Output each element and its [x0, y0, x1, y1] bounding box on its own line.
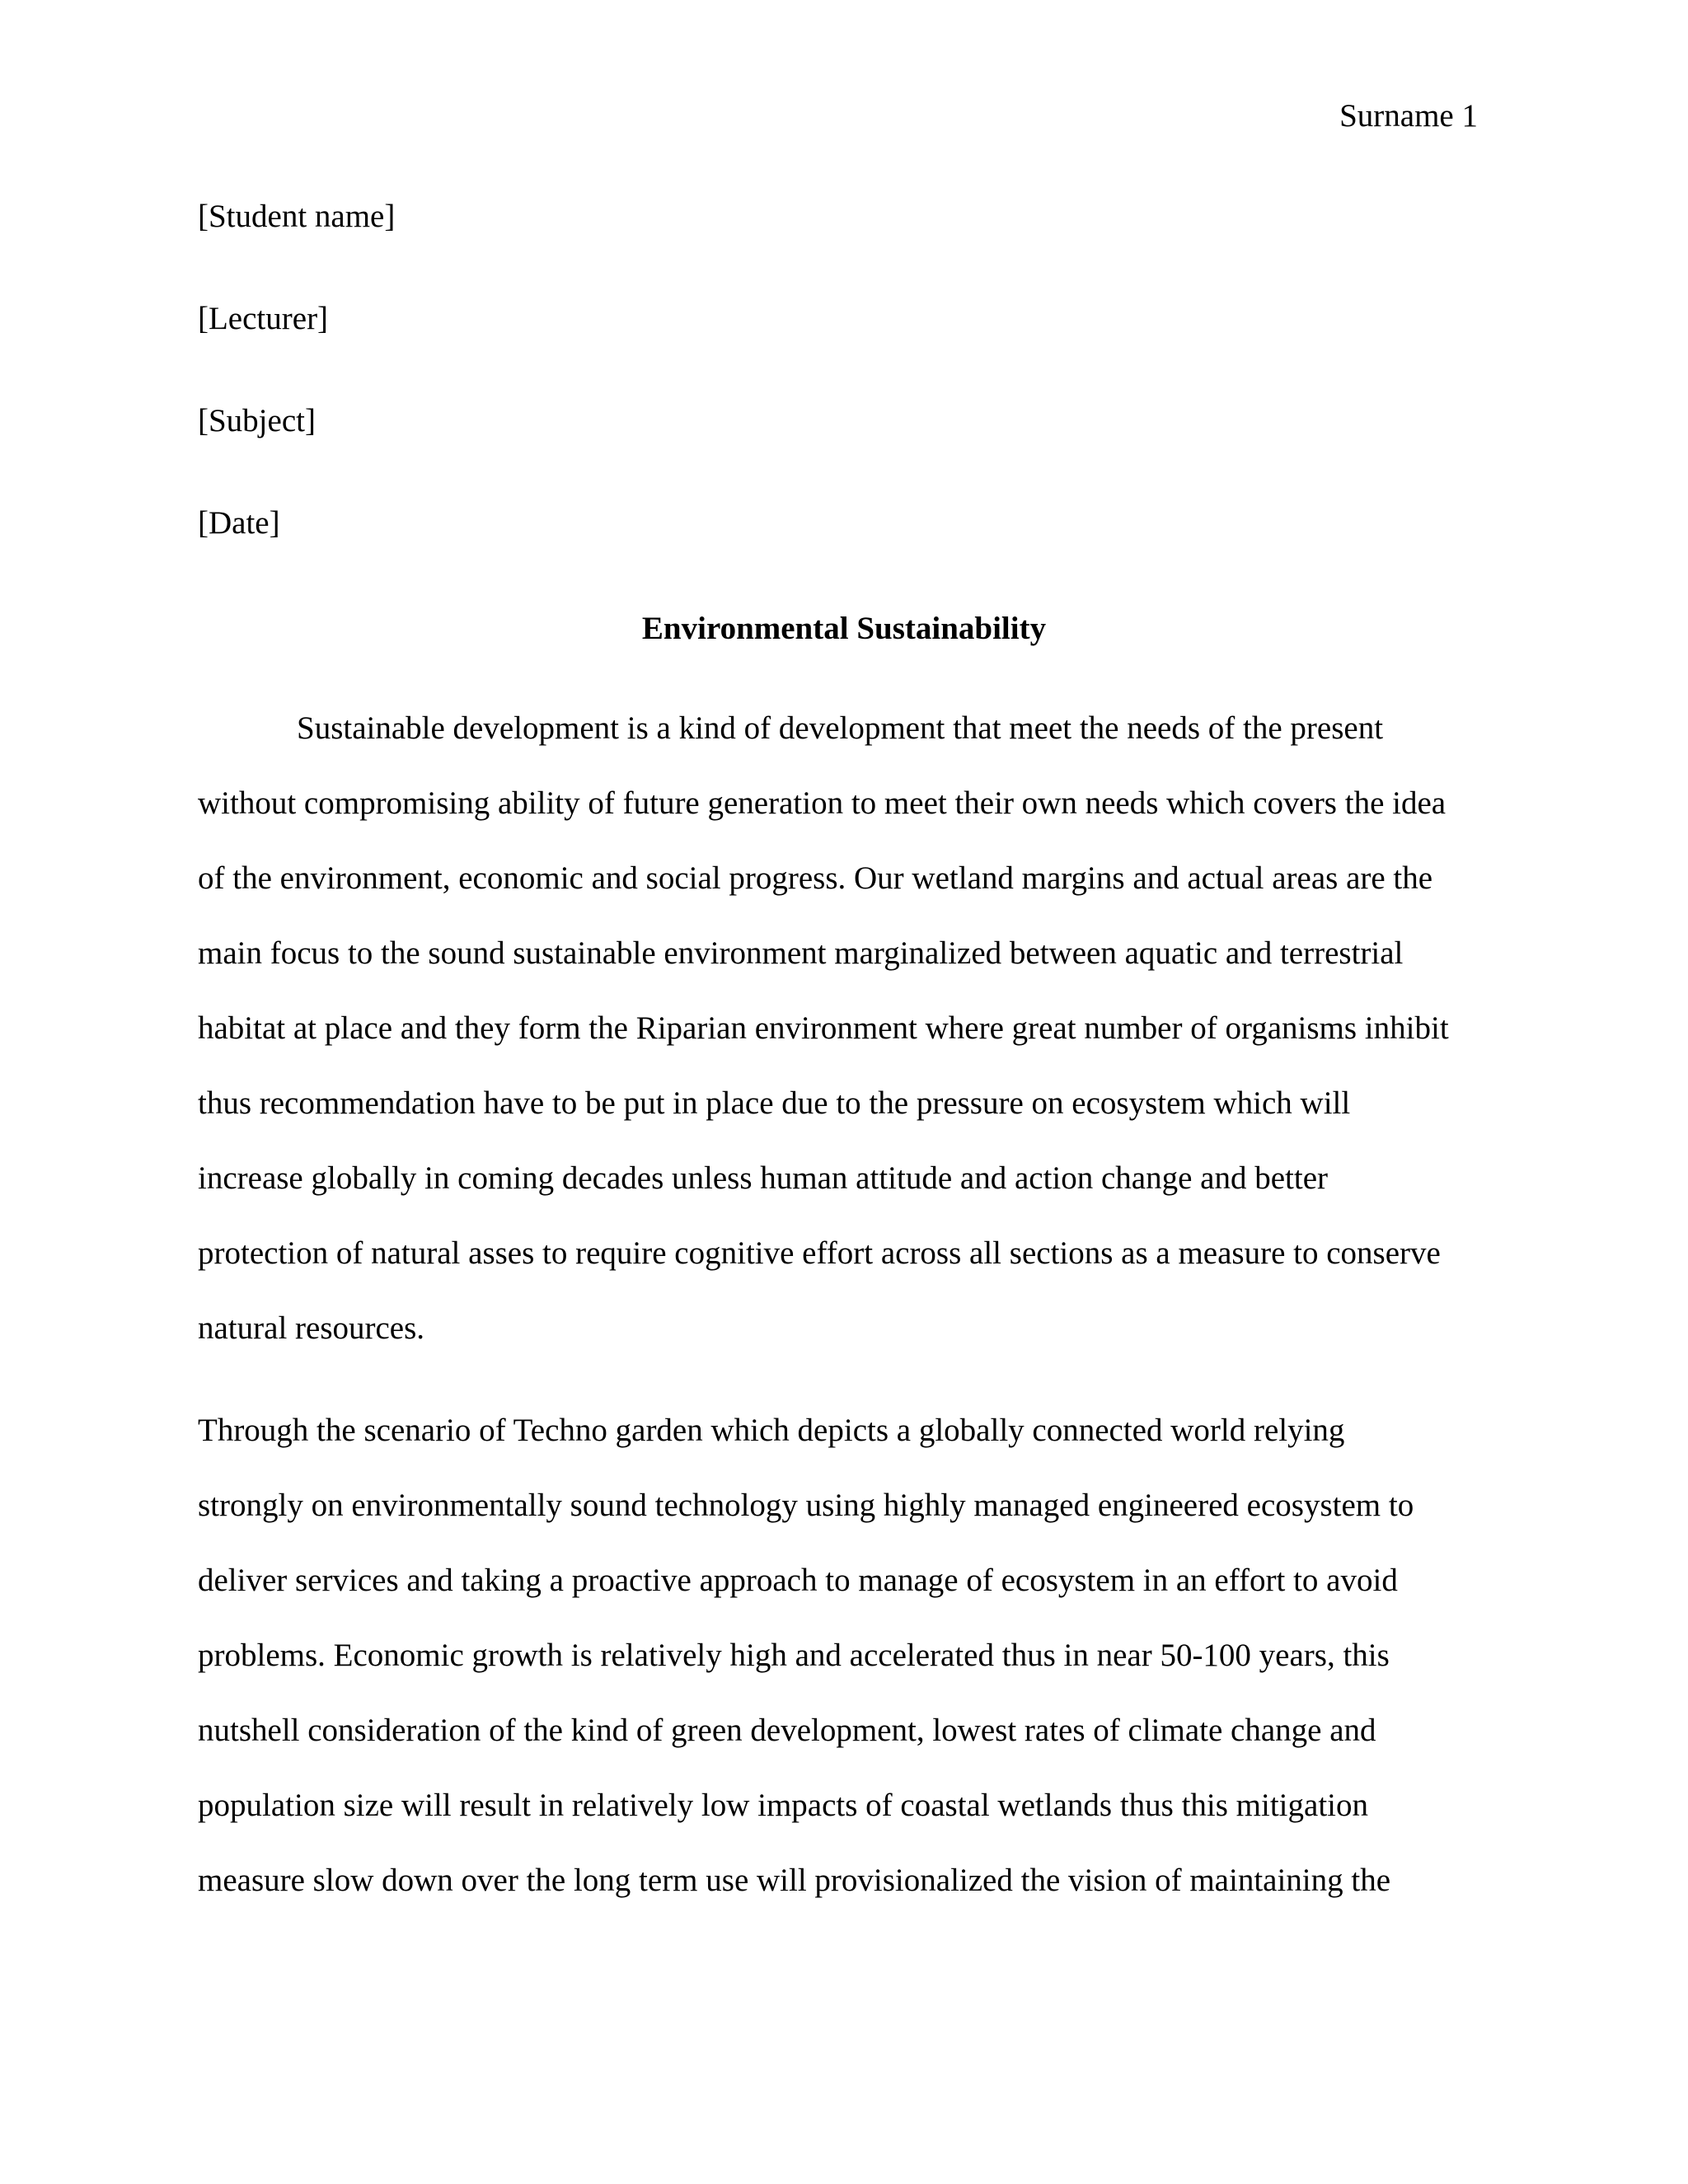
paragraph-line: of the environment, economic and social progress. Our wetland margins and actual areas are the: [198, 860, 1433, 896]
document-title: Environmental Sustainability: [641, 611, 1047, 646]
paragraph-line: measure slow down over the long term use will provisionalized the vision of maintaining the: [198, 1863, 1391, 1898]
paragraph-line: without compromising ability of future generation to meet their own needs which covers the idea: [198, 785, 1447, 821]
paragraph-line: thus recommendation have to be put in place due to the pressure on ecosystem which will: [198, 1085, 1351, 1121]
student-name: [Student name]: [198, 199, 396, 234]
paragraph-line: increase globally in coming decades unless human attitude and action change and better: [198, 1160, 1329, 1196]
running-head: Surname 1: [1339, 98, 1478, 134]
lecturer-name: [Lecturer]: [198, 301, 329, 336]
paragraph-line: natural resources.: [198, 1310, 425, 1346]
subject: [Subject]: [198, 403, 316, 438]
paragraph-line: Through the scenario of Techno garden which depicts a globally connected world relying: [198, 1413, 1345, 1448]
paragraph-line: population size will result in relatively low impacts of coastal wetlands thus this mitigation: [198, 1788, 1368, 1823]
paragraph-line: problems. Economic growth is relatively high and accelerated thus in near 50-100 years, this: [198, 1638, 1390, 1673]
paragraph-line: protection of natural asses to require cognitive effort across all sections as a measure to conserve: [198, 1235, 1441, 1271]
paragraph-line: nutshell consideration of the kind of green development, lowest rates of climate change and: [198, 1713, 1376, 1748]
paragraph-line: Sustainable development is a kind of development that meet the needs of the present: [297, 710, 1384, 746]
paragraph-line: main focus to the sound sustainable environment marginalized between aquatic and terrestrial: [198, 935, 1404, 971]
date: [Date]: [198, 505, 280, 541]
paragraph-line: deliver services and taking a proactive approach to manage of ecosystem in an effort to avoid: [198, 1563, 1398, 1598]
paragraph-line: strongly on environmentally sound technology using highly managed engineered ecosystem to: [198, 1488, 1414, 1523]
paragraph-line: habitat at place and they form the Riparian environment where great number of organisms inhibit: [198, 1010, 1449, 1046]
